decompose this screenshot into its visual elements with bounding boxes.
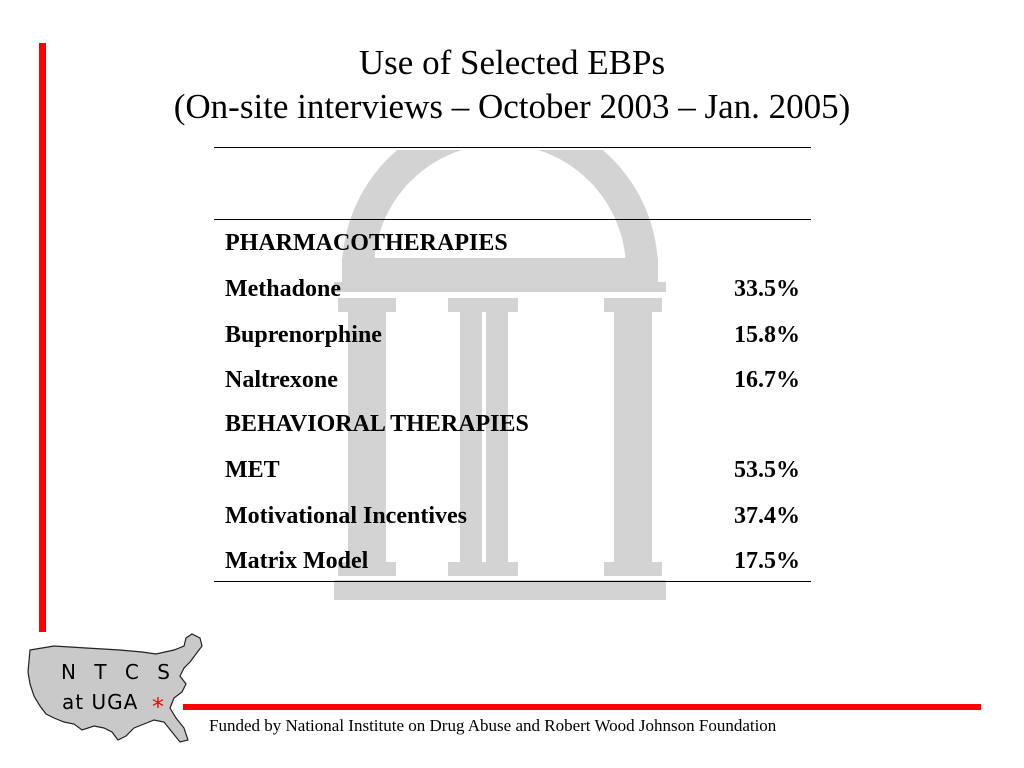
row-label: BEHAVIORAL THERAPIES <box>225 411 529 438</box>
row-label: Motivational Incentives <box>225 502 467 529</box>
asterisk-icon: * <box>152 693 164 721</box>
ebp-table <box>214 223 811 585</box>
table-section-row <box>214 404 811 449</box>
row-label: Methadone <box>225 276 341 303</box>
row-value: 15.8% <box>734 321 800 348</box>
row-label: MET <box>225 457 280 484</box>
row-label: Matrix Model <box>225 548 369 575</box>
table-row <box>214 314 811 359</box>
slide-title: Use of Selected EBPs <box>358 43 666 82</box>
row-value: 33.5% <box>734 276 800 303</box>
row-value: 37.4% <box>734 502 800 529</box>
table-row <box>214 359 811 404</box>
title-divider <box>214 147 811 148</box>
table-row <box>214 495 811 540</box>
row-value: 17.5% <box>734 548 800 575</box>
us-map-icon <box>24 632 206 746</box>
table-top-rule <box>214 219 811 220</box>
row-value: 16.7% <box>734 366 800 393</box>
table-row <box>214 449 811 494</box>
footer-funding-text: Funded by National Institute on Drug Abuse and Robert Wood Johnson Foundation <box>209 716 777 735</box>
row-label: PHARMACOTHERAPIES <box>225 230 508 256</box>
logo-text-line1: N T C S <box>61 660 176 684</box>
footer-accent-bar <box>183 704 981 710</box>
row-label: Naltrexone <box>225 366 338 393</box>
row-label: Buprenorphine <box>225 321 382 348</box>
slide-subtitle: (On-site interviews – October 2003 – Jan. 2005) <box>173 87 851 126</box>
table-row <box>214 268 811 313</box>
table-section-row <box>214 223 811 268</box>
row-value: 53.5% <box>734 457 800 484</box>
logo-text-line2: at UGA <box>62 690 139 714</box>
table-row <box>214 540 811 585</box>
left-accent-bar <box>39 43 46 632</box>
